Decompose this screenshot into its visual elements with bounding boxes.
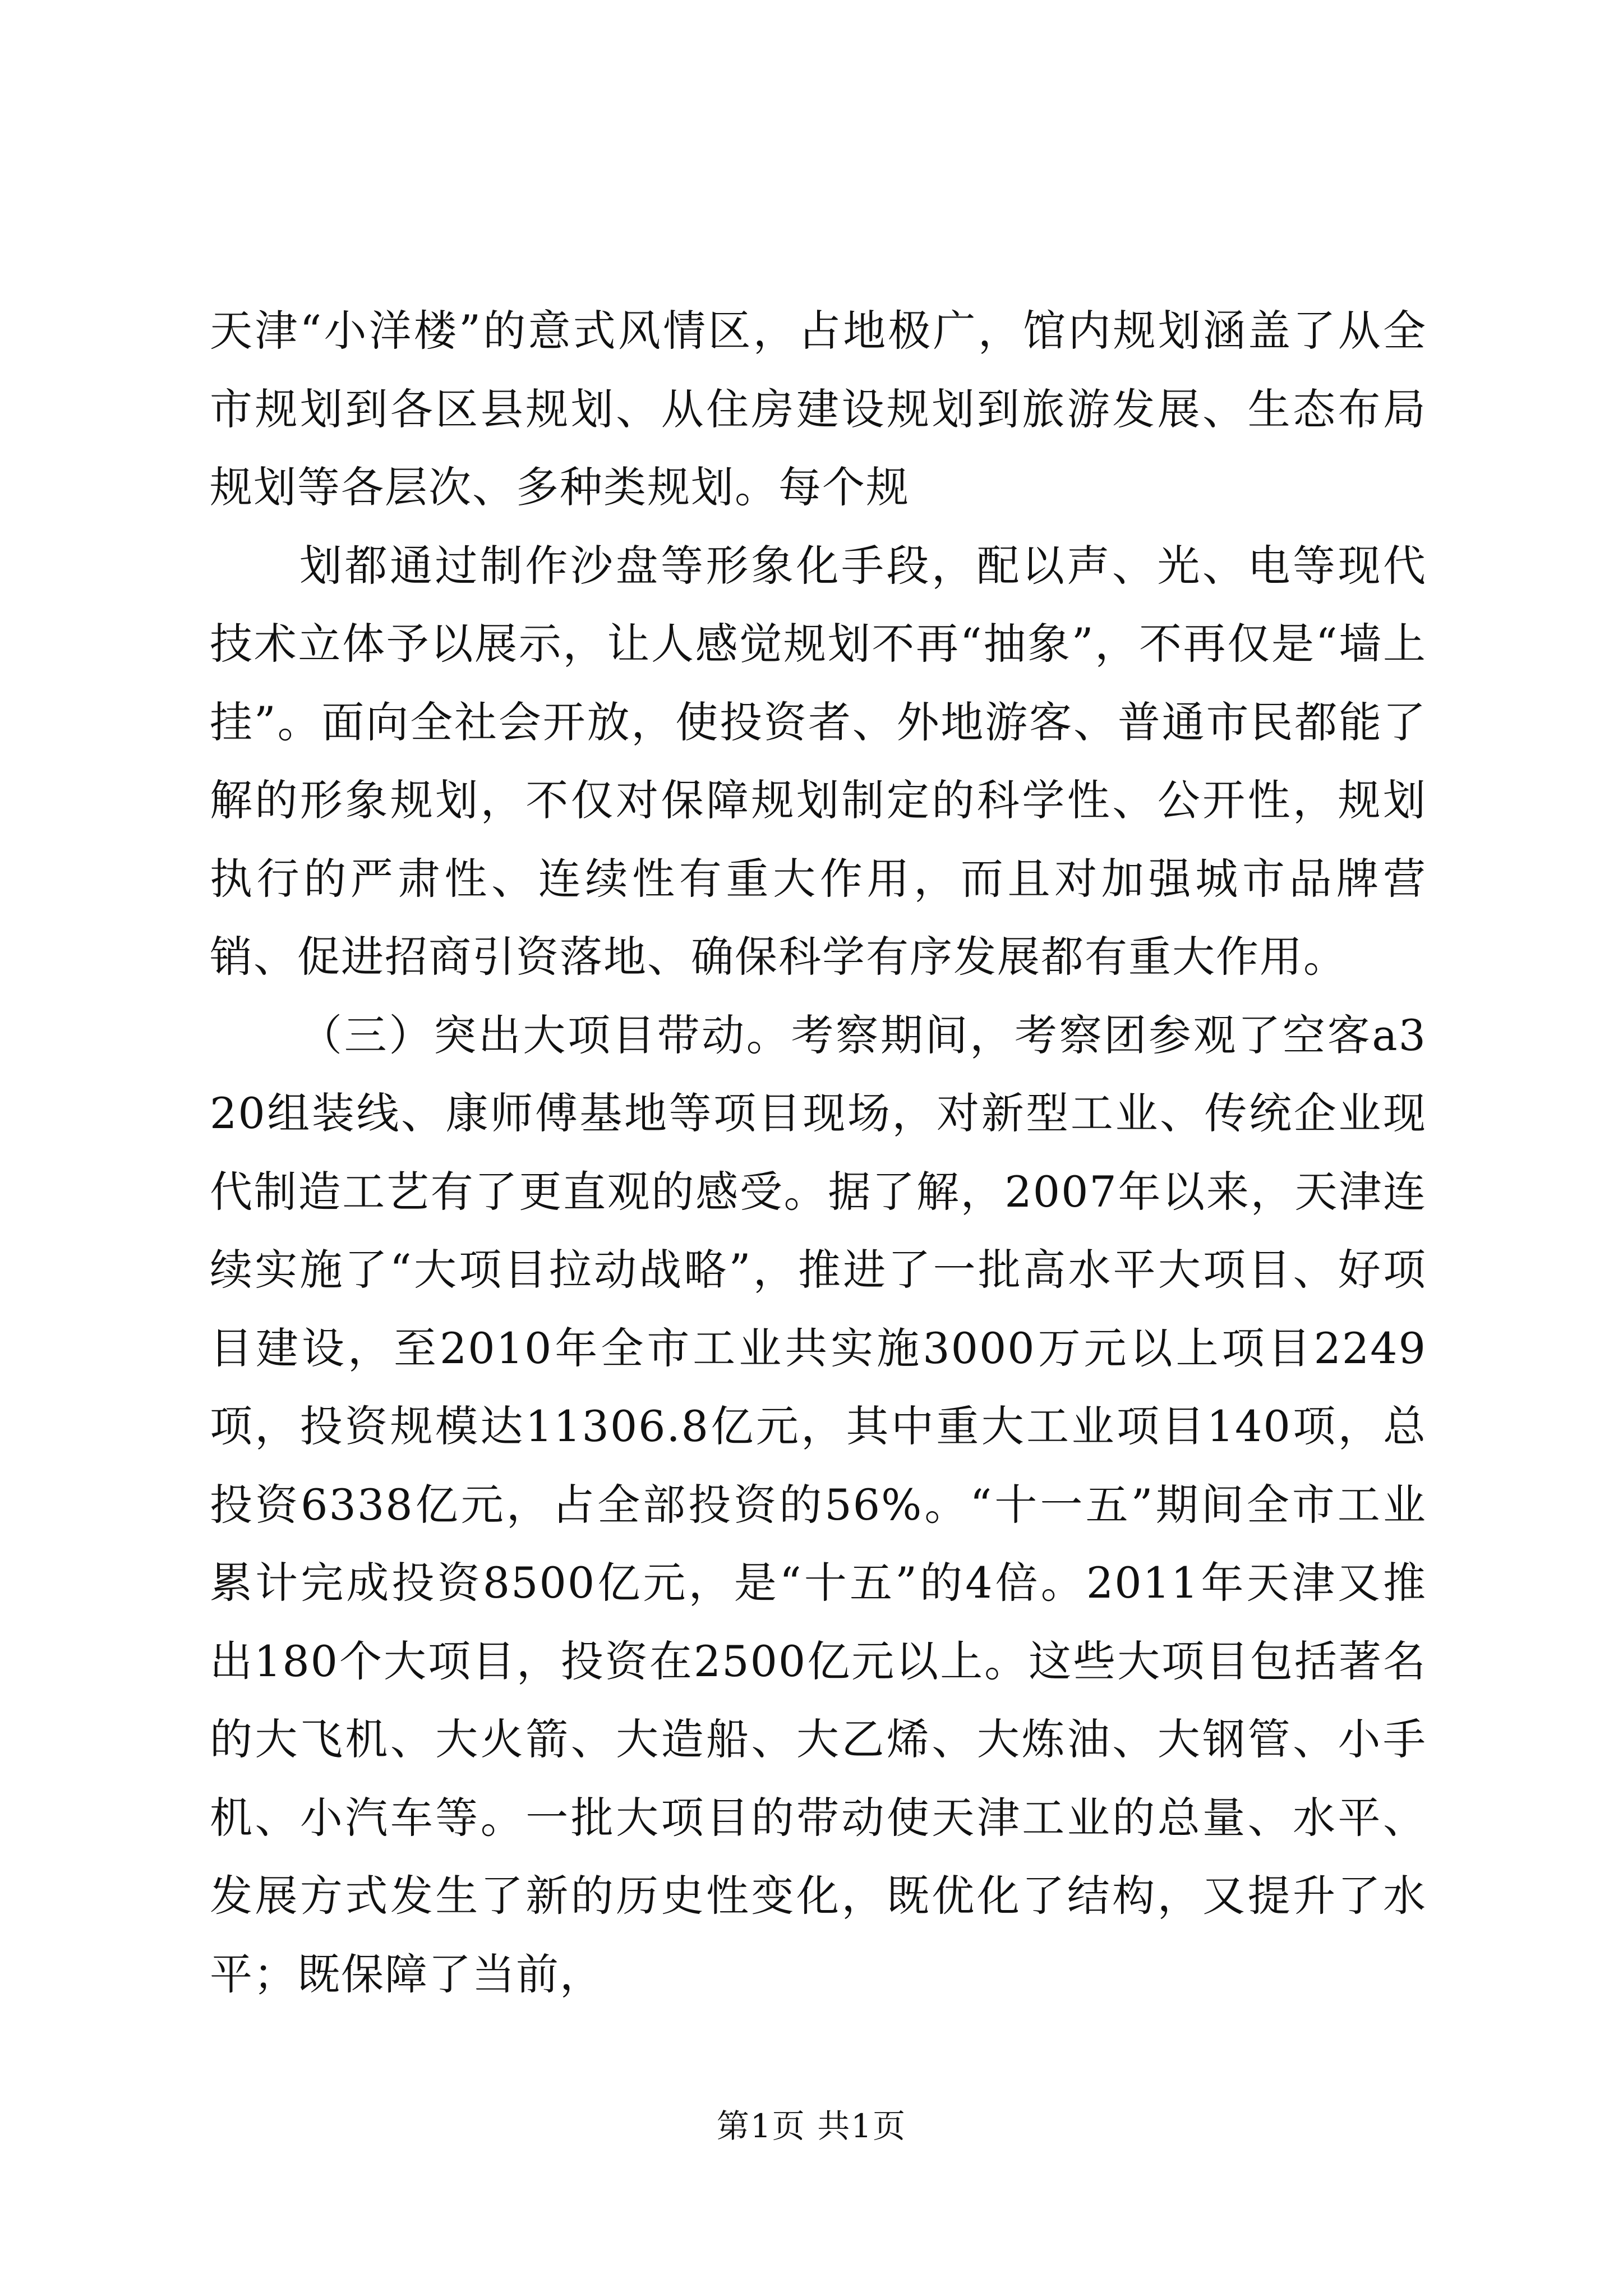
page-footer: 第1页 共1页 — [716, 2107, 907, 2145]
paragraph-3: （三）突出大项目带动。考察期间，考察团参观了空客a320组装线、康师傅基地等项目现场，对新型工业、传统企业现代制造工艺有了更直观的感受。据了解，2007年以来，天津连续实施了“大项目拉动战略”，推进了一批高水平大项目、好项目建设，至2010年全市工业共实施3000万元以上项目2249项，投资规模达11306.8亿元，其中重大工业项目140项，总投资6338亿元，占全部投资的56%。“十一五”期间全市工业累计完成投资8500亿元，是“十五”的4倍。2011年天津又推出180个大项目，投资在2500亿元以上。这些大项目包括著名的大飞机、大火箭、大造船、大乙烯、大炼油、大钢管、小手机、小汽车等。一批大项目的带动使天津工业的总量、水平、发展方式发生了新的历史性变化，既优化了结构，又提升了水平；既保障了当前， — [210, 1010, 1427, 1999]
paragraph-1: 天津“小洋楼”的意式风情区，占地极广，馆内规划涵盖了从全市规划到各区县规划、从住房建设规划到旅游发展、生态布局规划等各层次、多种类规划。每个规 — [210, 306, 1427, 512]
paragraph-2: 划都通过制作沙盘等形象化手段，配以声、光、电等现代技术立体予以展示，让人感觉规划不再“抽象”，不再仅是“墙上挂”。面向全社会开放，使投资者、外地游客、普通市民都能了解的形象规划，不仅对保障规划制定的科学性、公开性，规划执行的严肃性、连续性有重大作用，而且对加强城市品牌营销、促进招商引资落地、确保科学有序发展都有重大作用。 — [210, 540, 1427, 982]
document-body — [210, 292, 1427, 2013]
